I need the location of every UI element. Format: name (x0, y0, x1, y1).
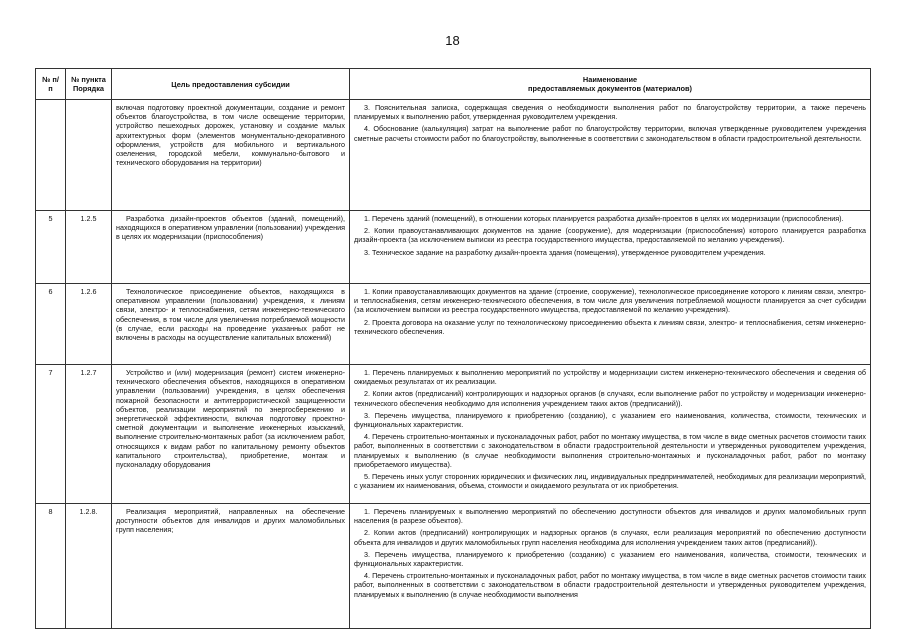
doc-item: 3. Пояснительная записка, содержащая сведения о необходимости выполнения работ по благоустройству территории, а также перечень планируемых к выполнению работ, утвержденная руководителем учреждения. (354, 103, 866, 122)
row-num (36, 100, 66, 211)
row-point: 1.2.7 (66, 365, 112, 504)
goal-text: Технологическое присоединение объектов, находящихся в оперативном управлении (пользовании) учреждения, к линиям связи, электро- и теплоснабжения, сетям инженерно-технического обеспечения, в том числе для увеличения потребляемой мощности (в случае, если расходы на проведение указанных работ не включены в расходы на осуществление капитальных вложений) (116, 287, 345, 343)
row-point: 1.2.5 (66, 211, 112, 284)
goal-text: Устройство и (или) модернизация (ремонт) систем инженерно-технического обеспечения объектов, находящихся в оперативном управлении (пользовании) учреждения, в целях обеспечения пожарной безопасности и антитеррористической защищенности объектов, реализации мероприятий по энергосбережению и энергетической эффективности, включая подготовку проектно-сметной документации и выполнение инженерных изысканий, выполнение строительно-монтажных работ (за исключением работ, относящихся к видам работ по капитальному ремонту объектов капитального строительства), приобретение, монтаж и пусконаладку оборудования (116, 368, 345, 470)
doc-item: 2. Копии актов (предписаний) контролирующих и надзорных органов (в случаях, если выполнение работ по устройству и модернизации инженерно-технического обеспечения необходимо для исполнения учреждением таких актов (предписаний)). (354, 389, 866, 408)
table-row (36, 211, 871, 284)
row-docs (350, 211, 871, 284)
row-goal (112, 211, 350, 284)
table-header-row (36, 69, 871, 100)
doc-item: 5. Перечень иных услуг сторонних юридических и физических лиц, индивидуальных предпринимателей, необходимых для реализации мероприятий, с указанием их наименования, объема, стоимости и ожидаемого результата от их приобретения. (354, 472, 866, 491)
doc-item: 4. Обоснование (калькуляция) затрат на выполнение работ по благоустройству территории, включая утвержденные руководителем учреждения сметные расчеты стоимости работ по благоустройству, выполненные в соответствии с законодательством в области градостроительной деятельности. (354, 124, 866, 143)
table-row (36, 504, 871, 629)
doc-item: 4. Перечень строительно-монтажных и пусконаладочных работ, работ по монтажу имущества, в том числе в виде сметных расчетов стоимости таких работ, выполненных в соответствии с законодательством в области градостроительной деятельности и утвержденных руководителем учреждения, планируемых к выполнению (в случае необходимости выполнения строительно-монтажных и пусконаладочных работ, работ по монтажу приобретаемого имущества). (354, 432, 866, 469)
row-docs (350, 100, 871, 211)
doc-item: 2. Копии актов (предписаний) контролирующих и надзорных органов (в случаях, если реализация мероприятий по обеспечению доступности объекта для инвалидов и других маломобильных групп населения необходима для исполнения учреждением таких актов (предписаний)). (354, 528, 866, 547)
row-num: 6 (36, 284, 66, 365)
table-row (36, 365, 871, 504)
doc-item: 2. Копии правоустанавливающих документов на здание (сооружение), для модернизации (приспособления) которого планируется разработка дизайн-проекта (за исключением выписки из реестра государственного имущества, предоставляемой по желанию учреждения). (354, 226, 866, 245)
doc-item: 3. Перечень имущества, планируемого к приобретению (созданию), с указанием его наименования, количества, стоимости, технических и функциональных характеристик. (354, 410, 866, 430)
row-goal (112, 100, 350, 211)
row-goal (112, 284, 350, 365)
doc-item: 3. Техническое задание на разработку дизайн-проекта здания (помещения), утвержденное руководителем учреждения. (364, 247, 766, 257)
row-point: 1.2.8. (66, 504, 112, 629)
header-docs-line1: Наименование (582, 75, 638, 84)
table-row (36, 284, 871, 365)
row-docs (350, 365, 871, 504)
header-num: № п/п (36, 69, 66, 100)
header-docs-line2: предоставляемых документов (материалов) (528, 84, 692, 93)
row-docs (350, 284, 871, 365)
header-point: № пункта Порядка (66, 69, 112, 100)
subsidy-documents-table (35, 68, 871, 629)
doc-item: 1. Перечень планируемых к выполнению мероприятий по устройству и модернизации систем инженерно-технического обеспечения и сведения об ожидаемых результатах от их реализации. (354, 368, 866, 387)
doc-item: 3. Перечень имущества, планируемого к приобретению (созданию) с указанием его наименования, количества, стоимости, технических и функциональных характеристик. (354, 549, 866, 569)
row-point (66, 100, 112, 211)
row-num: 7 (36, 365, 66, 504)
header-goal: Цель предоставления субсидии (112, 69, 350, 100)
row-point: 1.2.6 (66, 284, 112, 365)
doc-item: 1. Копии правоустанавливающих документов на здание (строение, сооружение), технологическое присоединение которого к линиям связи, электро- и теплоснабжения, сетям инженерно-технического обеспечения, в том числе для увеличения потребляемой мощности планируется за счет субсидии (за исключением выписки из реестра государственного имущества, предоставляемой по желанию учреждения). (354, 287, 866, 315)
goal-text: Реализация мероприятий, направленных на обеспечение доступности объектов для инвалидов и других маломобильных групп населения; (116, 507, 345, 535)
row-docs (350, 504, 871, 629)
row-num: 8 (36, 504, 66, 629)
row-goal (112, 504, 350, 629)
goal-text: включая подготовку проектной документации, создание и ремонт объектов благоустройства, в том числе освещение территории, устройство пешеходных дорожек, установку и создание малых архитектурных форм (элементов монументально-декоративного оформления, устройств для мобильного и вертикального озеленения, городской мебели, коммунально-бытового и технического оборудования на территории) (116, 103, 345, 168)
doc-item: 4. Перечень строительно-монтажных и пусконаладочных работ, работ по монтажу имущества, в том числе в виде сметных расчетов стоимости таких работ, выполненных в соответствии с законодательством в области градостроительной деятельности и утвержденных руководителем учреждения, планируемых к выполнению (в случае необходимости выполнения (354, 571, 866, 599)
goal-text: Разработка дизайн-проектов объектов (зданий, помещений), находящихся в оперативном управлении (пользовании) учреждения в целях их модернизации (приспособления) (116, 214, 345, 242)
doc-item: 2. Проекта договора на оказание услуг по технологическому присоединению объекта к линиям связи, электро- и теплоснабжения, сетям инженерно-технического обеспечения. (354, 317, 866, 336)
header-docs (350, 69, 871, 100)
doc-item: 1. Перечень планируемых к выполнению мероприятий по обеспечению доступности объектов для инвалидов и других маломобильных групп населения (в разрезе объектов). (354, 507, 866, 526)
row-num: 5 (36, 211, 66, 284)
page-number: 18 (445, 33, 460, 48)
row-goal (112, 365, 350, 504)
table-row (36, 100, 871, 211)
doc-item: 1. Перечень зданий (помещений), в отношении которых планируется разработка дизайн-проектов в целях их модернизации (приспособления). (364, 214, 844, 223)
